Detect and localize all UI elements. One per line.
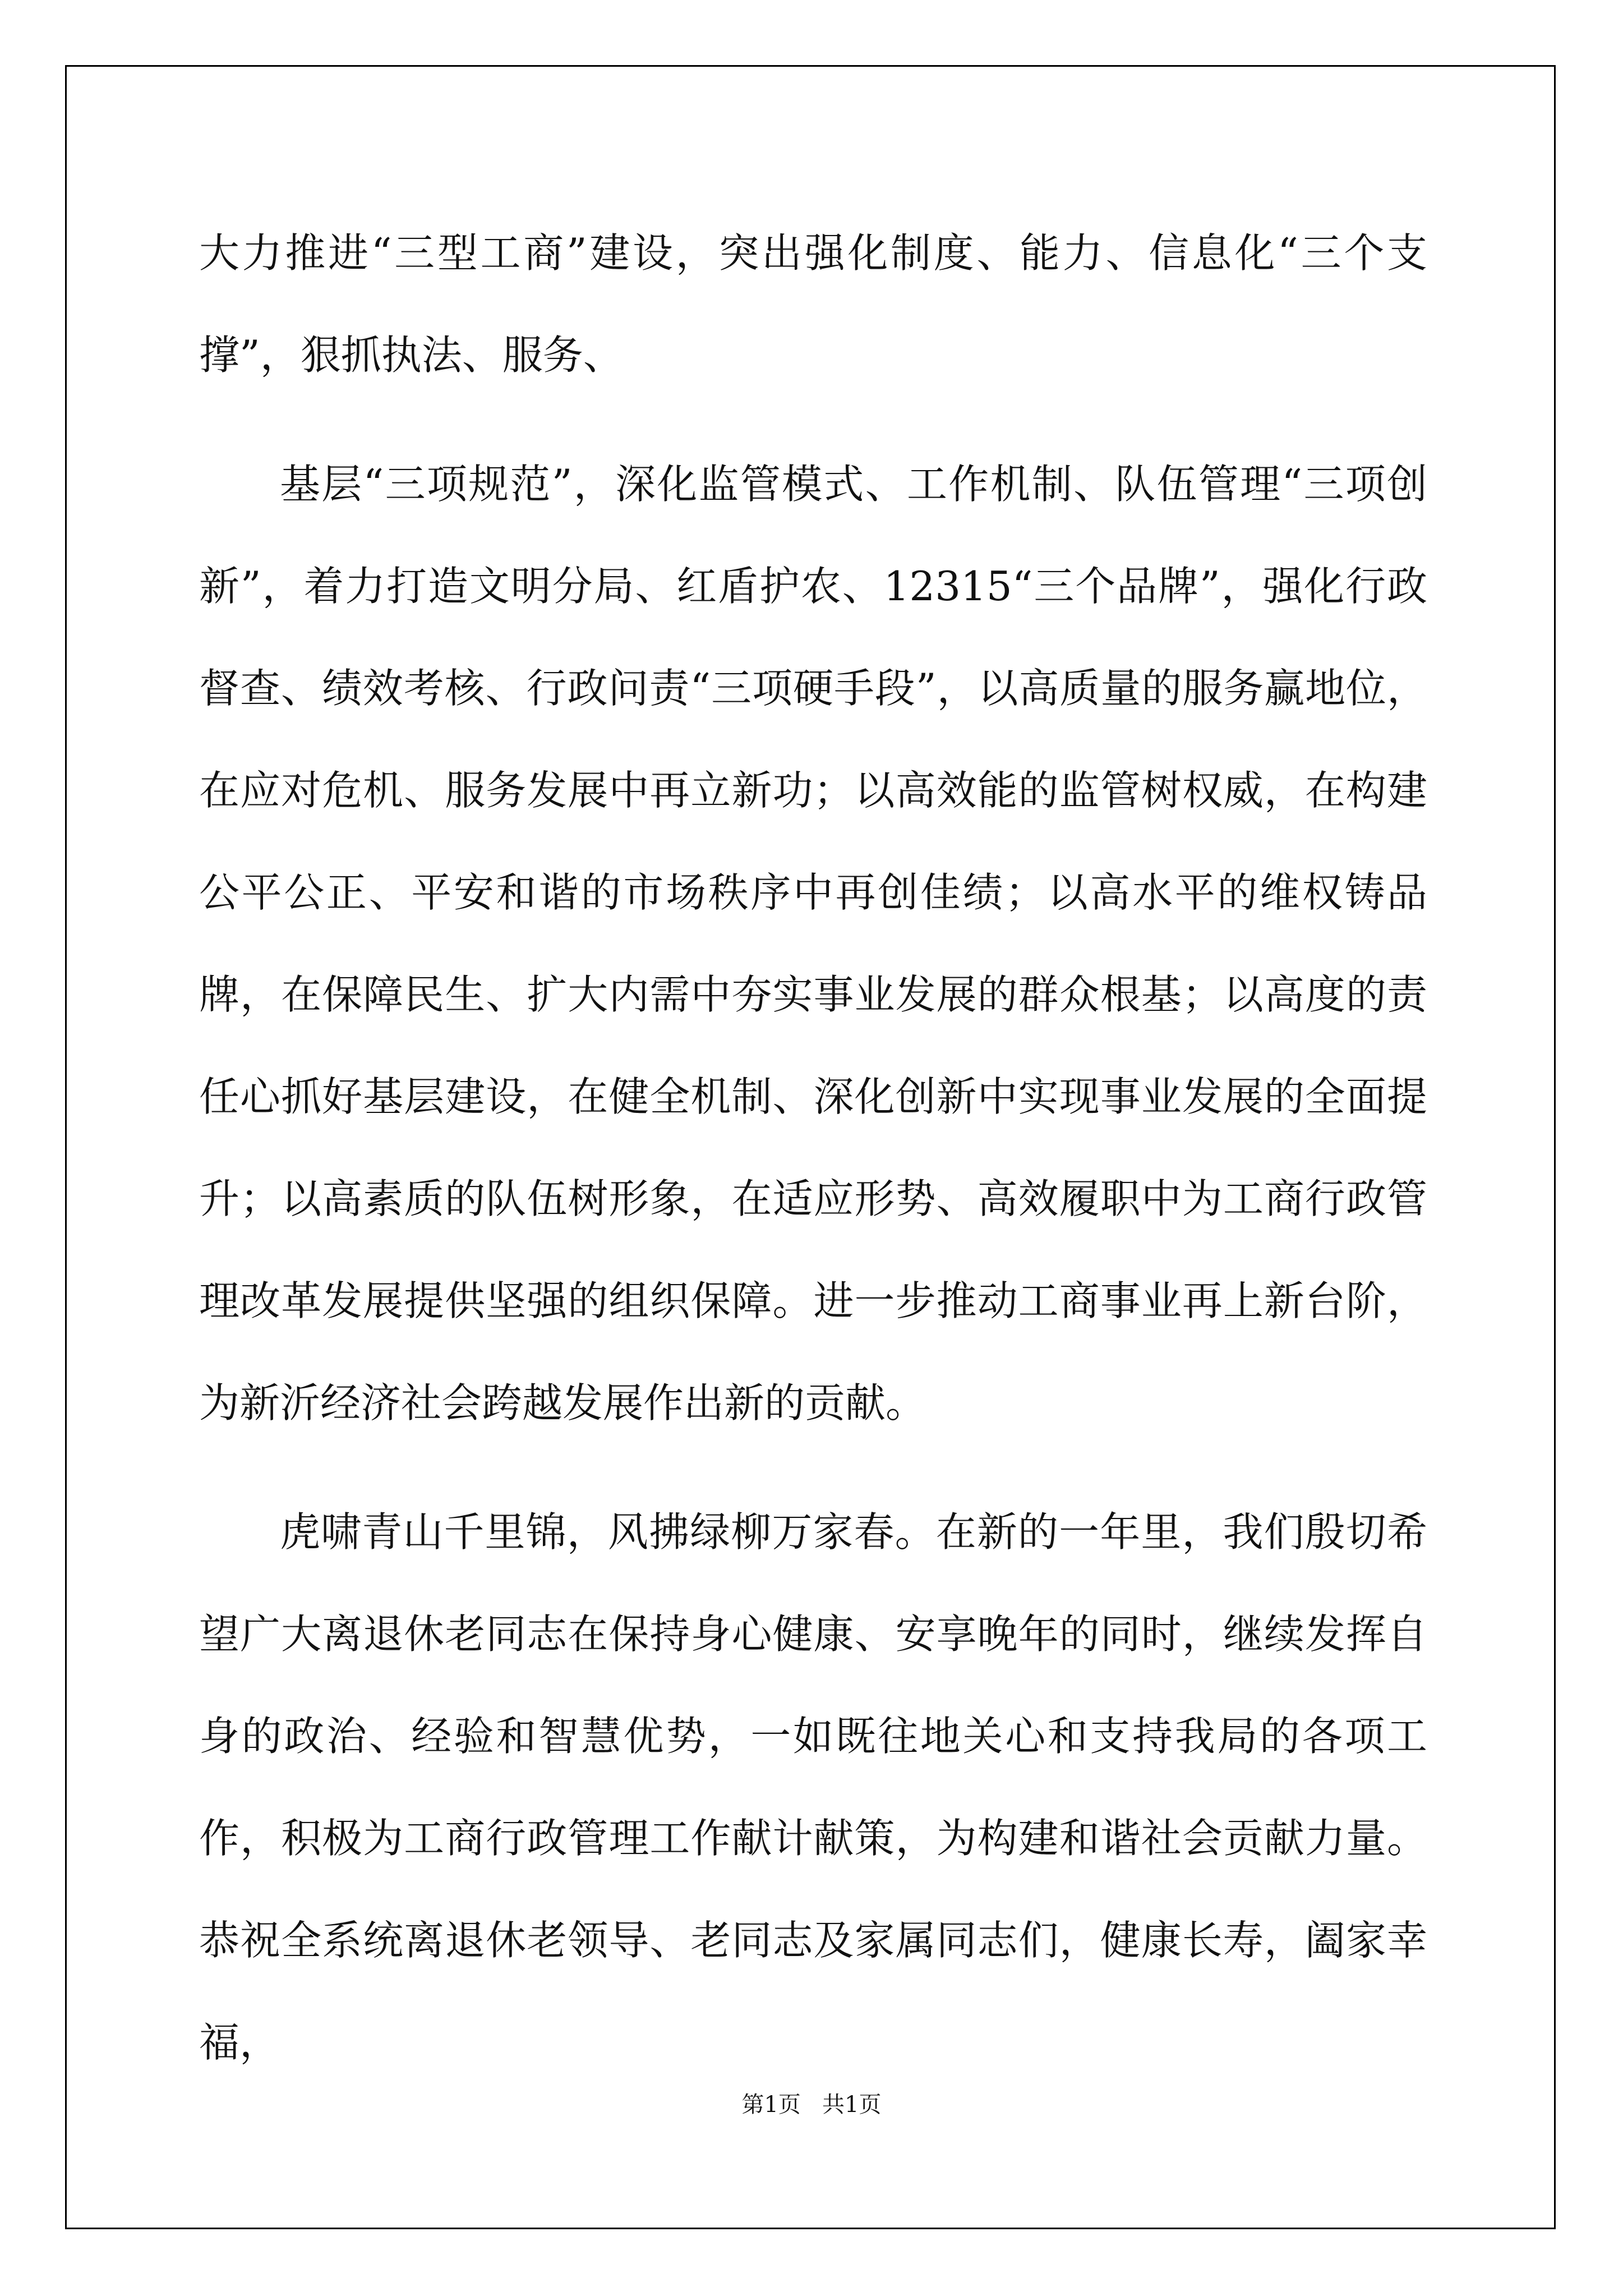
page-footer: 第1页 共1页 xyxy=(741,2092,882,2118)
paragraph: 虎啸青山千里锦，风拂绿柳万家春。在新的一年里，我们殷切希望广大离退休老同志在保持身心健康、安享晚年的同时，继续发挥自身的政治、经验和智慧优势，一如既往地关心和支持我局的各项工作，积极为工商行政管理工作献计献策，为构建和谐社会贡献力量。恭祝全系统离退休老领导、老同志及家属同志们，健康长寿，阖家幸福， xyxy=(199,1508,1427,2066)
paragraph: 大力推进“三型工商”建设，突出强化制度、能力、信息化“三个支撑”，狠抓执法、服务、 xyxy=(199,229,1427,379)
document-body xyxy=(199,202,1427,2120)
paragraph: 基层“三项规范”，深化监管模式、工作机制、队伍管理“三项创新”，着力打造文明分局、红盾护农、12315“三个品牌”，强化行政督查、绩效考核、行政问责“三项硬手段”，以高质量的服务赢地位，在应对危机、服务发展中再立新功；以高效能的监管树权威，在构建公平公正、平安和谐的市场秩序中再创佳绩；以高水平的维权铸品牌，在保障民生、扩大内需中夯实事业发展的群众根基；以高度的责任心抓好基层建设，在健全机制、深化创新中实现事业发展的全面提升；以高素质的队伍树形象，在适应形势、高效履职中为工商行政管理改革发展提供坚强的组织保障。进一步推动工商事业再上新台阶，为新沂经济社会跨越发展作出新的贡献。 xyxy=(199,461,1427,1427)
